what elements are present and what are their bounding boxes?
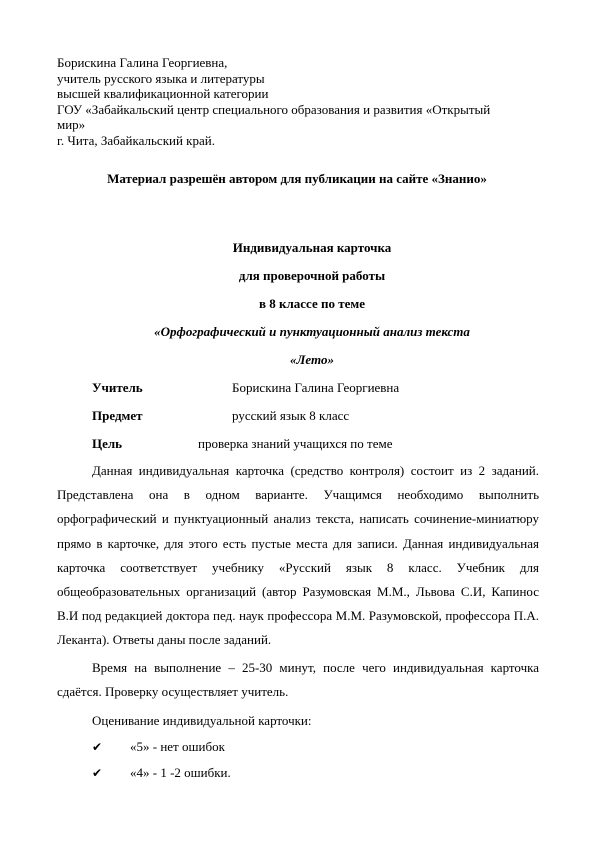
grading-item [92, 739, 225, 755]
card-title-line-4: «Орфографический и пунктуационный анализ текста [154, 324, 470, 339]
card-title-line-3: в 8 классе по теме [258, 296, 366, 311]
author-organization: ГОУ «Забайкальский центр специального образования и развития «Открытый [57, 101, 491, 117]
time-paragraph: Время на выполнение – 25-30 минут, после чего индивидуальная карточка сдаётся. Проверку осуществляет учитель. [57, 660, 539, 700]
grading-item [92, 765, 231, 781]
author-organization-cont: мир» [57, 117, 86, 132]
card-title-line-2: для проверочной работы [238, 268, 386, 283]
info-value: Борискина Галина Георгиевна [232, 380, 400, 395]
author-header [57, 55, 547, 148]
info-row-goal [92, 436, 393, 452]
info-value: русский язык 8 класс [232, 408, 350, 423]
author-city: г. Чита, Забайкальский край. [57, 132, 215, 148]
info-row-subject [92, 408, 350, 424]
publication-permission: Материал разрешён автором для публикации на сайте «Знанио» [107, 171, 487, 186]
grading-item-text: «4» - 1 -2 ошибки. [130, 765, 231, 780]
info-label: Предмет [92, 408, 143, 423]
author-name: Борискина Галина Георгиевна, [57, 55, 228, 70]
info-value: проверка знаний учащихся по теме [198, 436, 393, 451]
description-paragraph: Данная индивидуальная карточка (средство контроля) состоит из 2 заданий. Представлена она в одном варианте. Учащимся необходимо выполнить орфографический и пунктуационный анализ текста, написать сочинение-миниатюру прямо в карточке, для этого есть пустые места для записи. Данная индивидуальная карточка соответствует учебнику «Русский язык 8 класс. Учебник для общеобразовательных организаций (автор Разумовская М.М., Львова С.И, Капинос В.И под редакцией доктора пед. наук профессора М.М. Разумовской, профессора П.А. Леканта). Ответы даны после заданий. [57, 463, 539, 648]
grading-heading: Оценивание индивидуальной карточки: [92, 713, 312, 728]
info-label: Учитель [92, 380, 143, 395]
checkmark-icon: ✔ [92, 766, 103, 780]
author-position: учитель русского языка и литературы [57, 70, 265, 86]
card-title-line-5: «Лето» [290, 352, 334, 367]
card-title-line-1: Индивидуальная карточка [232, 240, 392, 255]
author-category: высшей квалификационной категории [57, 86, 269, 101]
info-label: Цель [92, 436, 123, 451]
grading-item-text: «5» - нет ошибок [130, 739, 225, 754]
info-row-teacher [92, 380, 400, 396]
checkmark-icon: ✔ [92, 740, 103, 754]
